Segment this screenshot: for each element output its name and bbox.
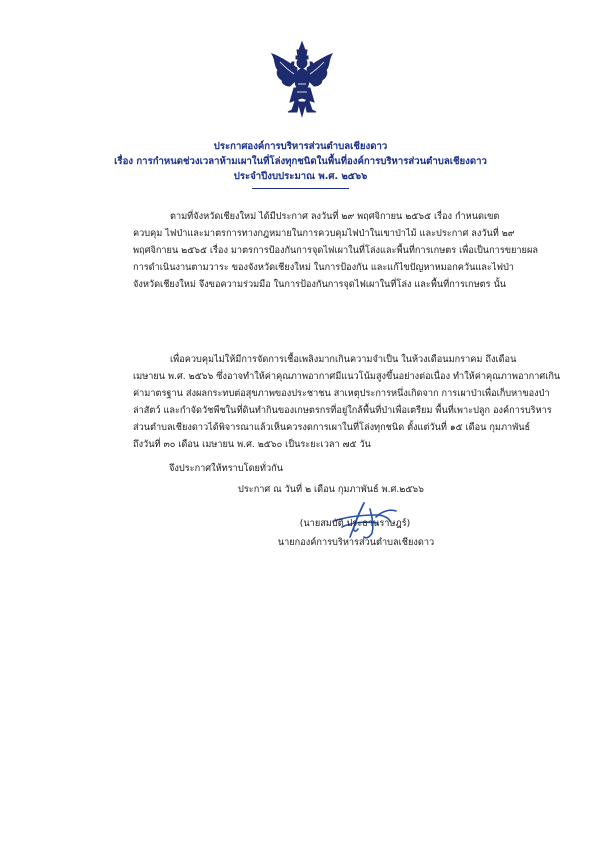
signer-position: นายกองค์การบริหารส่วนตำบลเชียงดาว [277,537,435,548]
announcement-subject: เรื่อง การกำหนดช่วงเวลาห้ามเผาในที่โล่งทุกชนิดในพื้นที่องค์การบริหารส่วนตำบลเชียงดาว [114,156,487,167]
signer-name: (นายสมบัติ ประธานราษฎร์) [299,518,411,529]
announcement-date: ประกาศ ณ วันที่ ๒ เดือน กุมภาพันธ์ พ.ศ.๒๕๖๖ [238,484,424,495]
body-paragraph-1 [133,208,538,293]
paragraph-line: เพื่อควบคุมไม่ให้มีการจัดการเชื้อเพลิงมากเกินความจำเป็น ในห้วงเดือนมกราคม ถึงเดือน [170,354,517,365]
paragraph-line: ค่ามาตรฐาน ส่งผลกระทบต่อสุขภาพของประชาชน สาเหตุประการหนึ่งเกิดจาก การเผาป่าเพื่อเก็บหาของป่า [133,388,550,399]
fiscal-year: ประจำปีงบประมาณ พ.ศ. ๒๕๖๖ [233,171,368,182]
announcement-title: ประกาศองค์การบริหารส่วนตำบลเชียงดาว [213,141,388,152]
paragraph-line: ส่วนตำบลเชียงดาวได้พิจารณาแล้วเห็นควรงดการเผาในที่โล่งทุกชนิด ตั้งแต่วันที่ ๑๕ เดือน กุมภาพันธ์ [133,422,531,433]
garuda-emblem-icon [270,40,334,118]
paragraph-line: การดำเนินงานตามวาระ ของจังหวัดเชียงใหม่ ในการป้องกัน และแก้ไขปัญหาหมอกควันและไฟป่า [133,262,514,273]
paragraph-line: พฤศจิกายน ๒๕๖๕ เรื่อง มาตรการป้องกันการจุดไฟเผาในที่โล่งและพื้นที่การเกษตร เพื่อเป็นการขยายผล [133,245,538,256]
header-divider [252,188,349,189]
paragraph-line: ล่าสัตว์ และกำจัดวัชพืชในที่ดินทำกินของเกษตรกรที่อยู่ใกล้พื้นที่ป่าเพื่อเตรียม พื้นที่เพาะปลูก องค์การบริหาร [133,405,552,416]
paragraph-line: จังหวัดเชียงใหม่ จึงขอความร่วมมือ ในการป้องกันการจุดไฟเผาในที่โล่ง และพื้นที่การเกษตร นั้น [133,279,507,290]
paragraph-line: ตามที่จังหวัดเชียงใหม่ ได้มีประกาศ ลงวันที่ ๒๙ พฤศจิกายน ๒๕๖๕ เรื่อง กำหนดเขต [170,211,500,222]
closing-statement: จึงประกาศให้ทราบโดยทั่วกัน [169,463,283,474]
paragraph-line: ควบคุม ไฟป่าและมาตรการทางกฎหมายในการควบคุมไฟป่าในเขาป่าไม้ และประกาศ ลงวันที่ ๒๙ [133,228,515,239]
paragraph-line: ถึงวันที่ ๓๐ เดือน เมษายน พ.ศ. ๒๕๖๐ เป็นระยะเวลา ๗๕ วัน [133,439,371,450]
body-paragraph-2 [133,351,561,453]
paragraph-line: เมษายน พ.ศ. ๒๕๖๖ ซึ่งอาจทำให้ค่าคุณภาพอากาศมีแนวโน้มสูงขึ้นอย่างต่อเนื่อง ทำให้ค่าคุณภาพอากาศเกิน [133,371,561,382]
